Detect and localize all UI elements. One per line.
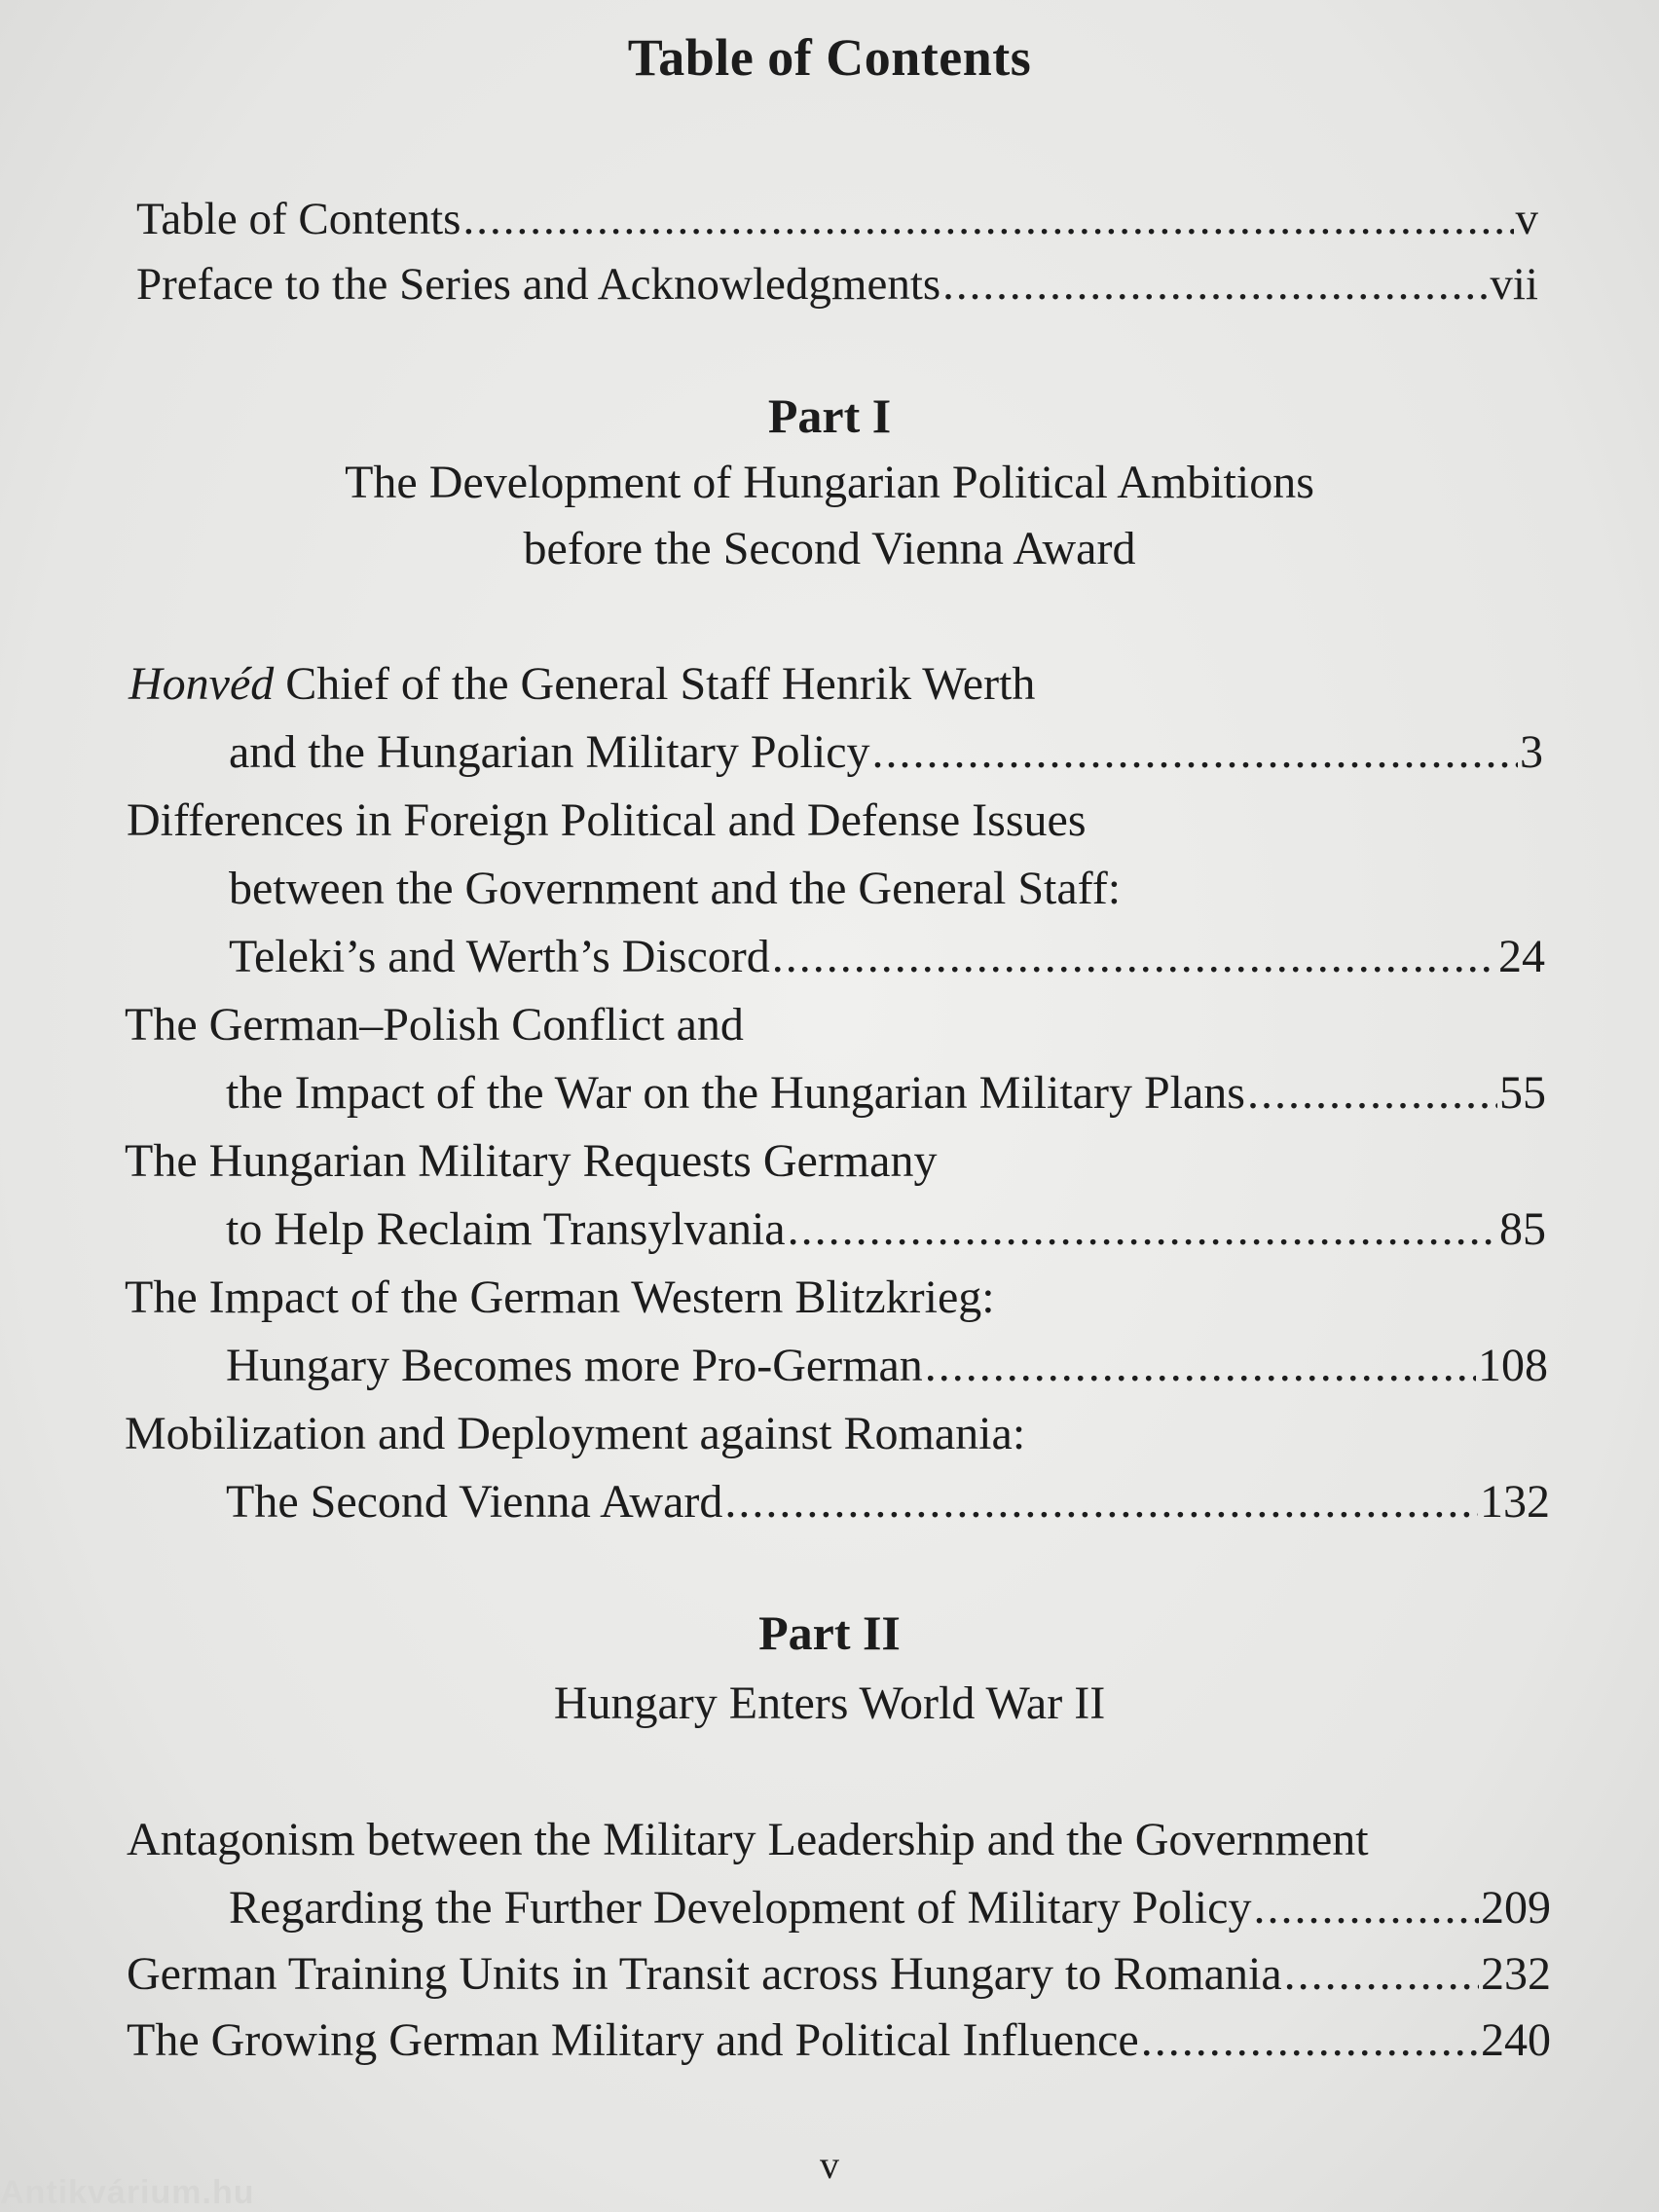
entry-page: 240 — [1481, 2014, 1551, 2066]
toc-entry-2-line-1: Differences in Foreign Political and Defense Issues — [127, 794, 1087, 846]
part-1-heading: Part I — [767, 388, 892, 443]
entry-page: 209 — [1481, 1882, 1551, 1934]
entry-page: 3 — [1520, 726, 1543, 778]
entry-title: and the Hungarian Military Policy — [229, 726, 870, 778]
toc-entry-4-line-1: The Hungarian Military Requests Germany — [125, 1135, 938, 1187]
watermark: Antikvárium.hu — [0, 2174, 255, 2211]
part-1-subtitle-line-2: before the Second Vienna Award — [523, 523, 1136, 574]
entry-page: 108 — [1478, 1340, 1548, 1391]
entry-page: 132 — [1480, 1476, 1550, 1528]
leader-dots — [462, 185, 1513, 253]
entry-title: Teleki’s and Werth’s Discord — [229, 931, 770, 982]
toc-entry-2-line-2: between the Government and the General Staff: — [229, 863, 1122, 914]
leader-dots — [772, 923, 1496, 991]
leader-dots — [1284, 1940, 1479, 2009]
toc-entry-front-1 — [136, 185, 1538, 253]
entry-page: v — [1515, 194, 1538, 244]
entry-title: Table of Contents — [136, 194, 461, 244]
entry-page: 232 — [1481, 1948, 1551, 2000]
toc-entry-5-line-1: The Impact of the German Western Blitzkrieg: — [125, 1272, 995, 1323]
entry-page: 55 — [1499, 1067, 1546, 1119]
part-1-subtitle-line-1: The Development of Hungarian Political Ambitions — [345, 457, 1314, 508]
toc-entry-7-line-1: Antagonism between the Military Leadership and the Government — [127, 1814, 1369, 1865]
leader-dots — [788, 1196, 1497, 1264]
entry-title: German Training Units in Transit across Hungary to Romania — [127, 1948, 1282, 2000]
leader-dots — [942, 250, 1488, 318]
toc-entry-7-last-line — [229, 1874, 1551, 1942]
leader-dots — [724, 1468, 1478, 1536]
entry-title: to Help Reclaim Transylvania — [226, 1203, 786, 1255]
leader-dots — [1141, 2007, 1479, 2075]
toc-entry-1-line-1 — [129, 650, 1035, 719]
italic-term: Honvéd — [129, 658, 275, 710]
toc-entry-3-line-1: The German–Polish Conflict and — [125, 999, 744, 1051]
entry-title: The Growing German Military and Political Influence — [127, 2014, 1139, 2066]
toc-entry-5-last-line — [226, 1332, 1548, 1400]
entry-title: Preface to the Series and Acknowledgments — [136, 259, 941, 310]
toc-entry-3-last-line — [226, 1059, 1546, 1127]
entry-page: 24 — [1498, 931, 1545, 982]
leader-dots — [1253, 1874, 1479, 1942]
part-2-subtitle: Hungary Enters World War II — [553, 1677, 1106, 1729]
entry-title: Hungary Becomes more Pro-German — [226, 1340, 923, 1391]
leader-dots — [925, 1332, 1476, 1400]
entry-title: Chief of the General Staff Henrik Werth — [285, 658, 1036, 710]
toc-entry-4-last-line — [226, 1196, 1546, 1264]
entry-title: Regarding the Further Development of Military Policy — [229, 1882, 1252, 1934]
leader-dots — [872, 719, 1518, 787]
toc-entry-9 — [127, 2007, 1551, 2075]
toc-entry-8 — [127, 1940, 1551, 2009]
toc-entry-6-last-line — [226, 1468, 1550, 1536]
toc-entry-front-2 — [136, 250, 1538, 318]
entry-page: vii — [1490, 259, 1538, 310]
toc-entry-2-last-line — [229, 923, 1545, 991]
toc-entry-1-last-line — [229, 719, 1543, 787]
entry-page: 85 — [1499, 1203, 1546, 1255]
part-2-heading: Part II — [758, 1605, 901, 1660]
entry-title: The Second Vienna Award — [226, 1476, 723, 1528]
leader-dots — [1247, 1059, 1497, 1127]
entry-title: the Impact of the War on the Hungarian Military Plans — [226, 1067, 1245, 1119]
page-number: v — [820, 2143, 839, 2187]
page-title: Table of Contents — [627, 28, 1032, 87]
toc-entry-6-line-1: Mobilization and Deployment against Romania: — [125, 1408, 1026, 1459]
